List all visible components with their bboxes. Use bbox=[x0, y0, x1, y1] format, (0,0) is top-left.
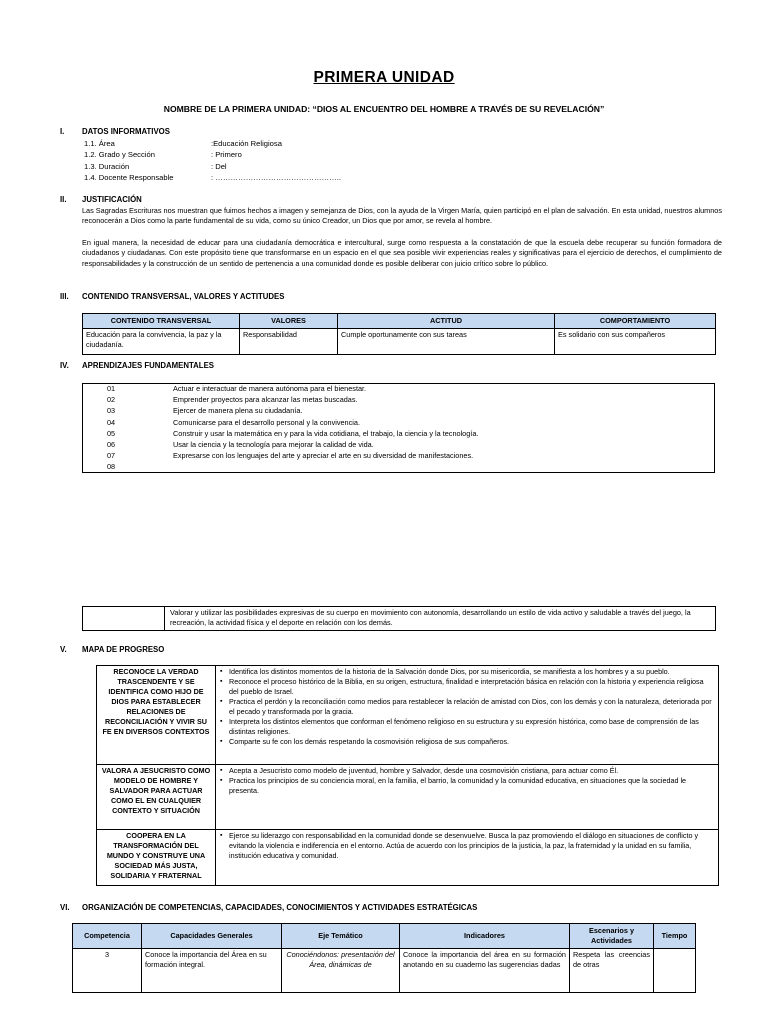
list-item: 01 Actuar e interactuar de manera autónoma para el bienestar. bbox=[107, 384, 367, 393]
aprendizaje-extra-table bbox=[82, 606, 716, 631]
list-item: 06 Usar la ciencia y la tecnología para mejorar la calidad de vida. bbox=[107, 439, 374, 449]
table-cell: Conociéndonos: presentación del Área, dinámicas de bbox=[282, 948, 400, 992]
mapa-progreso-table bbox=[96, 665, 719, 886]
table-cell: Valorar y utilizar las posibilidades expresivas de su cuerpo en movimiento con autonomía, desarrollando un estilo de vida activo y saludable a través del juego, la recreación, la actividad física y el deporte en relación con los demás. bbox=[165, 607, 716, 631]
list-item: ▪ Comparte su fe con los demás respetando la cosmovisión religiosa de sus compañeros. bbox=[229, 737, 715, 747]
section-number: V. bbox=[60, 645, 67, 654]
unit-name: NOMBRE DE LA PRIMERA UNIDAD: “DIOS AL ENCUENTRO DEL HOMBRE A TRAVÉS DE SU REVELACIÓN” bbox=[163, 104, 605, 114]
table-cell: Respeta las creencias de otras bbox=[570, 948, 654, 992]
section-title: ORGANIZACIÓN DE COMPETENCIAS, CAPACIDADES, CONOCIMIENTOS Y ACTIVIDADES ESTRATÉGICAS bbox=[82, 903, 478, 912]
table-cell: Educación para la convivencia, la paz y la ciudadanía. bbox=[83, 328, 240, 354]
list-item: ▪ Interpreta los distintos elementos que conforman el fenómeno religioso en su estructura y su expresión histórica, como base de comprensión de las distintas religiones. bbox=[229, 717, 715, 737]
table-cell: Conoce la importancia del Área en su formación integral. bbox=[142, 948, 282, 992]
table-header: Competencia bbox=[73, 924, 142, 949]
organizacion-table bbox=[72, 923, 696, 993]
section-title: JUSTIFICACIÓN bbox=[82, 195, 142, 204]
table-cell: Cumple oportunamente con sus tareas bbox=[338, 328, 555, 354]
list-item: 05 Construir y usar la matemática en y para la vida cotidiana, el trabajo, la ciencia y la tecnología. bbox=[107, 428, 479, 438]
mapa-competencia: RECONOCE LA VERDAD TRASCENDENTE Y SE IDENTIFICA COMO HIJO DE DIOS PARA ESTABLECER RELACIONES DE RECONCILIACIÓN Y VIVIR SU FE EN DIVERSOS CONTEXTOS bbox=[97, 666, 216, 765]
table-cell: 3 bbox=[73, 948, 142, 992]
table-cell: Responsabilidad bbox=[240, 328, 338, 354]
section-title: DATOS INFORMATIVOS bbox=[82, 127, 170, 136]
mapa-descripcion bbox=[216, 765, 719, 830]
list-item: 04 Comunicarse para el desarrollo personal y la convivencia. bbox=[107, 417, 360, 427]
aprendizajes-list bbox=[82, 383, 715, 473]
table-header: Indicadores bbox=[400, 924, 570, 949]
table-header: ACTITUD bbox=[338, 314, 555, 329]
table-header: Tiempo bbox=[654, 924, 696, 949]
table-header: Capacidades Generales bbox=[142, 924, 282, 949]
datos-row: 1.1. Área :Educación Religiosa bbox=[84, 139, 282, 148]
table-cell: Conoce la importancia del área en su formación anotando en su cuaderno las sugerencias dadas bbox=[400, 948, 570, 992]
table-cell: Es solidario con sus compañeros bbox=[555, 328, 716, 354]
section-number: IV. bbox=[60, 361, 69, 370]
table-header: VALORES bbox=[240, 314, 338, 329]
list-item: 03 Ejercer de manera plena su ciudadanía. bbox=[107, 406, 303, 416]
list-item: ▪ Ejerce su liderazgo con responsabilidad en la comunidad donde se desenvuelve. Busca la paz promoviendo el diálogo en situaciones de conflicto y evitando la violencia e indiferencia en el entorno. Actúa de acuerdo con los principios de la justicia, la paz, la fraternidad y la unidad en su familia, institución educativa y comunidad. bbox=[229, 831, 715, 861]
list-item: ▪ Identifica los distintos momentos de la historia de la Salvación donde Dios, por su misericordia, se manifiesta a los hombres y a su pueblo. bbox=[229, 667, 715, 677]
section-number: I. bbox=[60, 127, 65, 136]
transversal-table bbox=[82, 313, 716, 355]
datos-informativos bbox=[84, 139, 341, 184]
section-number: VI. bbox=[60, 903, 70, 912]
section-title: APRENDIZAJES FUNDAMENTALES bbox=[82, 361, 214, 370]
section-title: CONTENIDO TRANSVERSAL, VALORES Y ACTITUDES bbox=[82, 292, 285, 301]
list-item: ▪ Acepta a Jesucristo como modelo de juventud, hombre y Salvador, desde una cosmovisión cristiana, para actuar como Él. bbox=[229, 766, 715, 776]
justificacion-paragraph-2: En igual manera, la necesidad de educar para una ciudadanía democrática e intercultural, surge como respuesta a la constatación de que la escuela debe recuperar su función formadora de ciudadanos y ciudadanas. Con este propósito tiene que transformarse en un espacio en el que sea posible vivir experiencias reales y significativas para el ejercicio de derechos, el cumplimiento de responsabilidades y la construcción de un sentido de pertenencia a una comunidad donde es posible deliberar con juicio crítico sobre lo público. bbox=[82, 238, 722, 268]
list-item: 07 Expresarse con los lenguajes del arte y apreciar el arte en su diversidad de manifestaciones. bbox=[107, 451, 474, 461]
justificacion-paragraph-1: Las Sagradas Escrituras nos muestran que fuimos hechos a imagen y semejanza de Dios, con la ayuda de la Virgen María, quien participó en el plan de salvación. En esta unidad, nuestros alumnos reconocerán a Dios como la parte fundamental de su vida, como su único Creador, un Dios que por amor, se revela al hombre. bbox=[82, 206, 722, 226]
section-number: III. bbox=[60, 292, 69, 301]
table-header: CONTENIDO TRANSVERSAL bbox=[83, 314, 240, 329]
table-header: COMPORTAMIENTO bbox=[555, 314, 716, 329]
datos-row: 1.3. Duración : Del bbox=[84, 161, 227, 171]
mapa-descripcion bbox=[216, 830, 719, 886]
section-title: MAPA DE PROGRESO bbox=[82, 645, 165, 654]
mapa-descripcion bbox=[216, 666, 719, 765]
datos-row: 1.4. Docente Responsable : ………………………………………….. bbox=[84, 172, 341, 182]
table-header: Eje Temático bbox=[282, 924, 400, 949]
datos-row: 1.2. Grado y Sección : Primero bbox=[84, 150, 242, 160]
list-item: 02 Emprender proyectos para alcanzar las metas buscadas. bbox=[107, 395, 358, 405]
table-cell bbox=[654, 948, 696, 992]
mapa-competencia: VALORA A JESUCRISTO COMO MODELO DE HOMBRE Y SALVADOR PARA ACTUAR COMO EL EN CUALQUIER CONTEXTO Y SITUACIÓN bbox=[97, 765, 216, 830]
page-title: PRIMERA UNIDAD bbox=[313, 69, 455, 86]
section-number: II. bbox=[60, 195, 67, 204]
list-item: ▪ Reconoce el proceso histórico de la Biblia, en su origen, estructura, finalidad e interpretación básica en relación con la historia y experiencia religiosa del pueblo de Israel. bbox=[229, 677, 715, 697]
table-header: Escenarios y Actividades bbox=[570, 924, 654, 949]
list-item: ▪ Practica los principios de su conciencia moral, en la familia, el barrio, la comunidad y la comunidad educativa, en situaciones que la sociedad le presenta. bbox=[229, 776, 715, 796]
mapa-competencia: COOPERA EN LA TRANSFORMACIÓN DEL MUNDO Y CONSTRUYE UNA SOCIEDAD MÁS JUSTA, SOLIDARIA Y FRATERNAL bbox=[97, 830, 216, 886]
list-item: ▪ Practica el perdón y la reconciliación como medios para restablecer la relación de amistad con Dios, con los demás y con la naturaleza, deteriorada por el pecado y transformada por la gracia. bbox=[229, 697, 715, 717]
table-cell bbox=[83, 607, 165, 631]
list-item: 08 bbox=[107, 462, 116, 472]
